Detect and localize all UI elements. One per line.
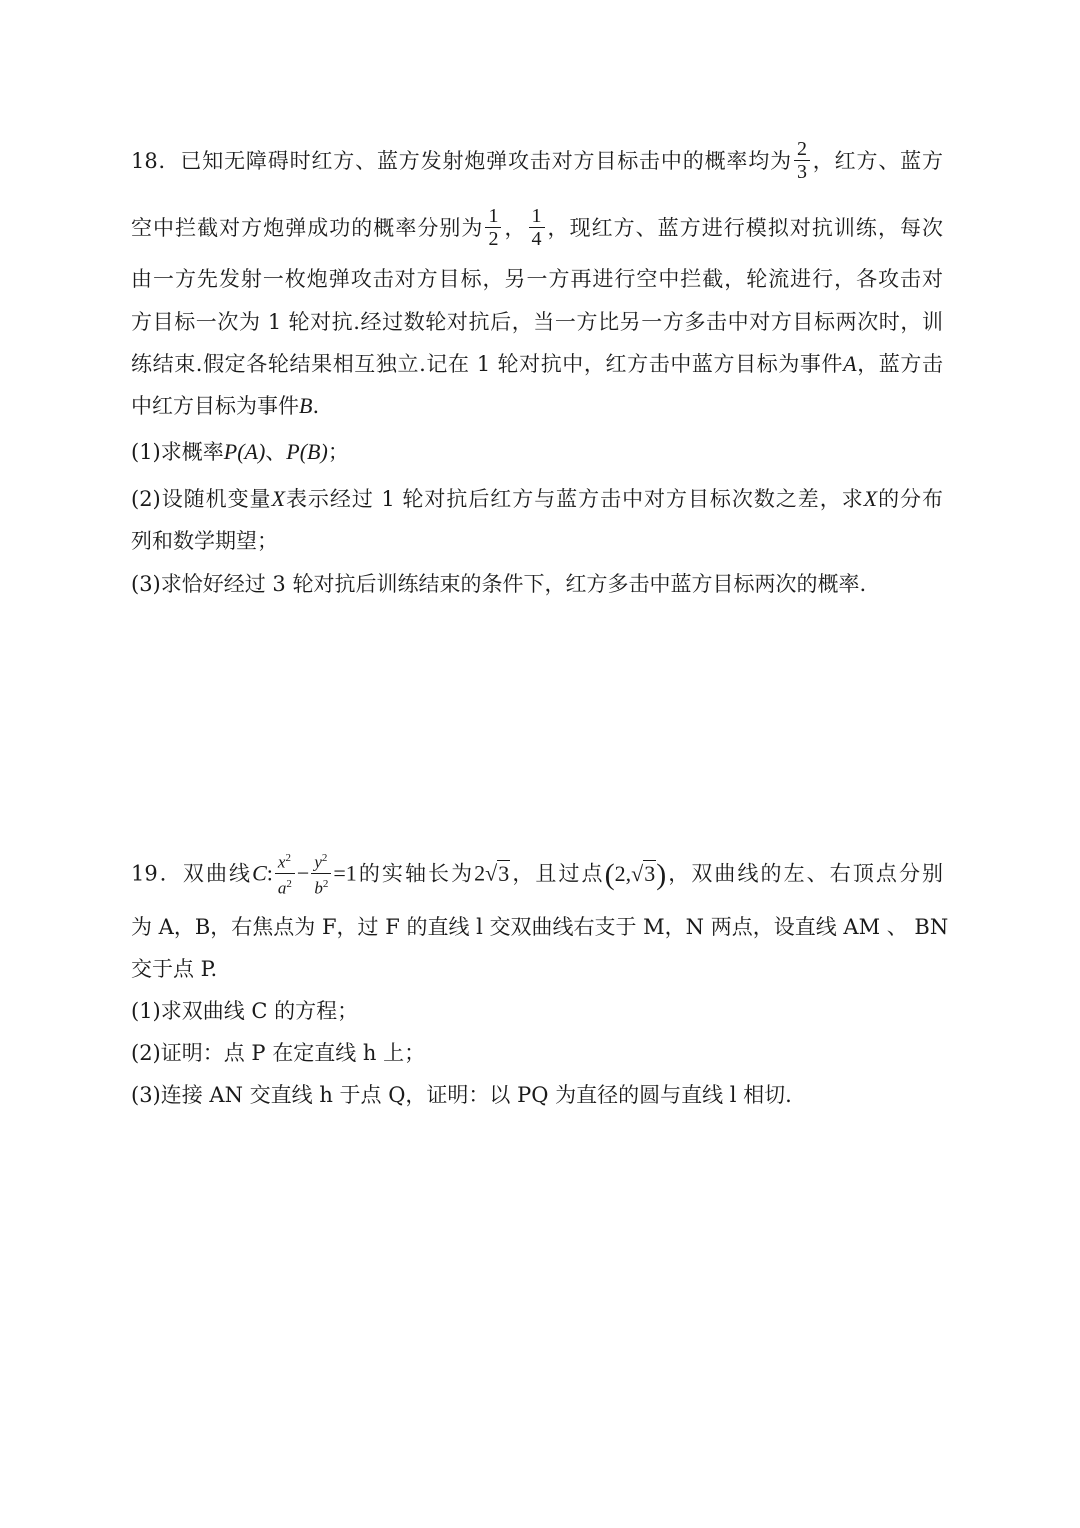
event-b-var: B [299, 393, 313, 418]
q19-text: ，双曲线的左、右顶点分别 [666, 861, 944, 886]
q18-part-2 [131, 484, 943, 514]
q18-text: 练结束.假定各轮结果相互独立.记在 1 轮对抗中，红方击中蓝方目标为事件 [131, 352, 844, 376]
q18-text: ，现红方、蓝方进行模拟对抗训练，每次 [546, 216, 944, 240]
fraction-numerator: 1 [485, 205, 501, 228]
square-exponent: 2 [286, 877, 292, 890]
q19-part-2: (2)证明：点 P 在定直线 h 上； [131, 1041, 426, 1065]
q18-text: ， [503, 216, 527, 240]
fraction-numerator: 1 [529, 205, 545, 228]
fraction-blue-intercept [529, 205, 545, 250]
fraction-y-over-b [311, 848, 331, 898]
q19-part-1: (1)求双曲线 C 的方程； [131, 999, 359, 1023]
fraction-denominator [311, 874, 331, 899]
q18-text: 表示经过 1 轮对抗后红方与蓝方击中对方目标次数之差，求 [284, 487, 864, 511]
q19-text: 的实轴长为 [356, 861, 475, 886]
fraction-numerator [275, 848, 295, 874]
fraction-denominator [275, 874, 295, 899]
random-var-x: X [271, 486, 285, 511]
fraction-hit-probability [794, 138, 810, 183]
radicand: 3 [644, 860, 656, 886]
var-x: x [277, 852, 286, 872]
q18-line-5 [131, 349, 943, 379]
var-y: y [314, 852, 322, 872]
point-coordinates: (2,√3) [604, 857, 667, 891]
real-axis-length: 2√3 [474, 860, 510, 886]
q18-part-1 [131, 437, 943, 467]
q18-part-2-cont: 列和数学期望； [131, 529, 278, 553]
q18-text: ； [327, 440, 349, 464]
q18-number: 18． [131, 149, 181, 173]
q18-line-4: 方目标一次为 1 轮对抗.经过数轮对抗后，当一方比另一方多击中对方目标两次时，训 [131, 310, 943, 334]
q19-text: 双曲线 [182, 861, 253, 886]
q18-text: 空中拦截对方炮弹成功的概率分别为 [131, 216, 484, 240]
point-x: 2, [614, 860, 632, 886]
q18-text: ，红方、蓝方 [811, 149, 943, 173]
q18-text: 中红方目标为事件 [131, 394, 299, 418]
fraction-red-intercept [485, 205, 501, 250]
fraction-denominator: 2 [488, 228, 499, 250]
equals-one: =1 [333, 860, 357, 886]
fraction-denominator: 3 [796, 161, 807, 183]
fraction-numerator: 2 [794, 138, 810, 161]
q18-line-2 [131, 207, 943, 252]
right-paren: ) [656, 857, 667, 891]
q18-text: . [312, 394, 320, 418]
fraction-numerator [311, 848, 331, 874]
q19-line-3: 交于点 P. [131, 957, 218, 981]
q18-text: 、 [265, 440, 287, 464]
square-exponent: 2 [285, 852, 291, 864]
prob-b-expression: P(B) [286, 439, 328, 464]
q19-text: ，且过点 [510, 861, 605, 886]
q19-line-2: 为 A，B，右焦点为 F，过 F 的直线 l 交双曲线右支于 M，N 两点，设直线 AM 、 BN [131, 915, 949, 939]
random-var-x: X [863, 486, 878, 511]
square-exponent: 2 [322, 877, 329, 890]
square-exponent: 2 [321, 852, 328, 864]
q18-text: (2)设随机变量 [131, 487, 272, 511]
minus-sign: − [296, 860, 310, 886]
q18-text: 的分布 [877, 487, 943, 511]
var-a: a [277, 878, 287, 898]
q18-text: 已知无障碍时红方、蓝方发射炮弹攻击对方目标击中的概率均为 [180, 149, 792, 173]
q18-text: (1)求概率 [131, 440, 224, 464]
fraction-denominator: 4 [531, 228, 542, 250]
q18-line-1 [131, 140, 943, 185]
q18-line-3: 由一方先发射一枚炮弹攻击对方目标，另一方再进行空中拦截，轮流进行，各攻击对 [131, 267, 943, 291]
q19-part-3: (3)连接 AN 交直线 h 于点 Q，证明：以 PQ 为直径的圆与直线 l 相切. [131, 1083, 792, 1107]
q18-line-6 [131, 391, 943, 421]
q18-part-3: (3)求恰好经过 3 轮对抗后训练结束的条件下，红方多击中蓝方目标两次的概率. [131, 572, 867, 596]
hyperbola-c-var: C [252, 860, 267, 886]
event-a-var: A [843, 351, 857, 376]
fraction-x-over-a [275, 848, 295, 898]
q19-number: 19． [131, 861, 183, 886]
coefficient: 2 [474, 860, 486, 886]
radicand: 3 [498, 860, 510, 886]
colon: : [266, 860, 273, 886]
prob-a-expression: P(A) [223, 439, 266, 464]
left-paren: ( [604, 857, 615, 891]
var-b: b [314, 878, 323, 898]
q19-line-1 [131, 850, 943, 900]
q18-text: ，蓝方击 [856, 352, 944, 376]
